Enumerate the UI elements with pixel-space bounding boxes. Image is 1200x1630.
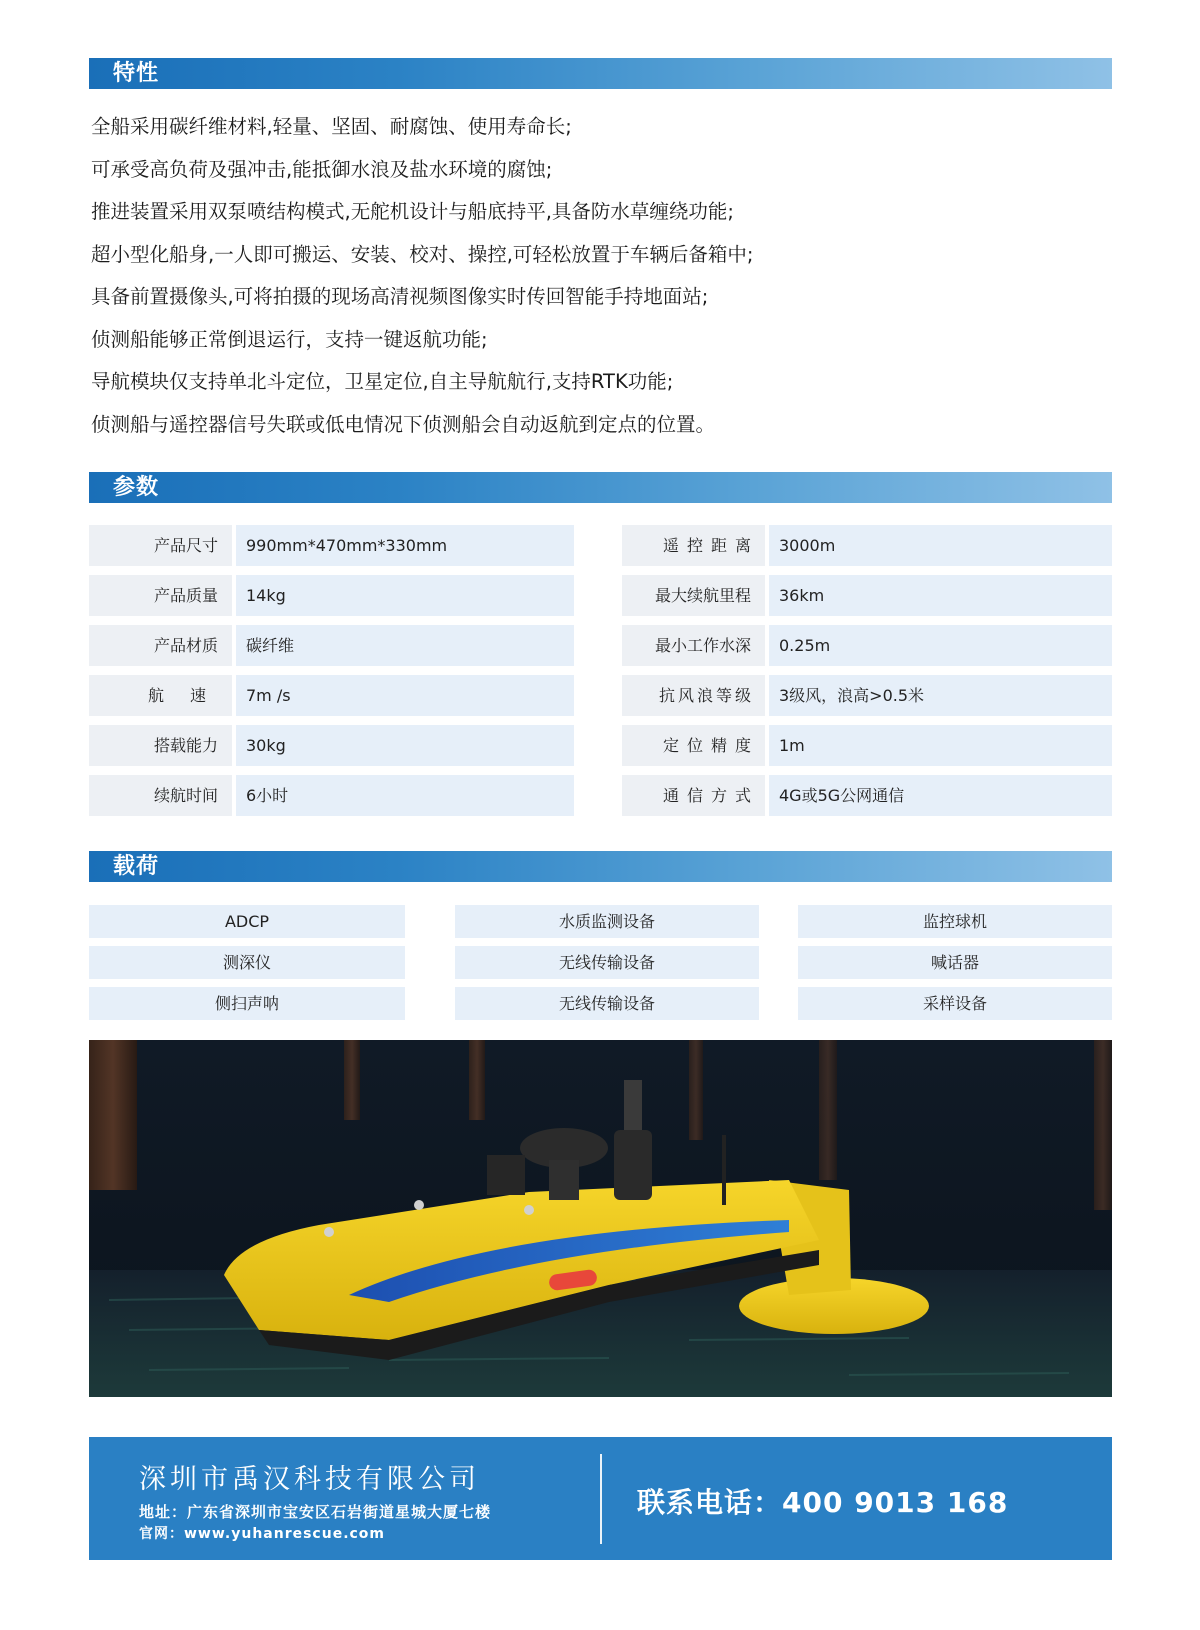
param-value: 0.25m xyxy=(769,625,1112,666)
param-label: 搭载能力 xyxy=(89,725,232,766)
payload-item: 监控球机 xyxy=(798,905,1112,938)
product-photo xyxy=(89,1040,1112,1397)
payload-item: 测深仪 xyxy=(89,946,405,979)
payload-item: 水质监测设备 xyxy=(455,905,759,938)
feature-item: 导航模块仅支持单北斗定位，卫星定位,自主导航航行,支持RTK功能; xyxy=(91,370,674,393)
feature-item: 具备前置摄像头,可将拍摄的现场高清视频图像实时传回智能手持地面站; xyxy=(91,285,709,308)
payload-item: 采样设备 xyxy=(798,987,1112,1020)
footer-divider xyxy=(600,1454,602,1544)
params-section-header xyxy=(89,472,1112,503)
param-label: 产品质量 xyxy=(89,575,232,616)
company-name: 深圳市禹汉科技有限公司 xyxy=(139,1464,480,1495)
feature-item: 全船采用碳纤维材料,轻量、坚固、耐腐蚀、使用寿命长; xyxy=(91,115,572,138)
boat-illustration xyxy=(89,1040,1112,1397)
param-value: 碳纤维 xyxy=(236,625,574,666)
param-label: 最小工作水深 xyxy=(622,625,765,666)
payload-item: 无线传输设备 xyxy=(455,987,759,1020)
footer xyxy=(89,1437,1112,1560)
param-value: 990mm*470mm*330mm xyxy=(236,525,574,566)
features-list xyxy=(91,106,1101,446)
param-value: 36km xyxy=(769,575,1112,616)
param-label: 抗风浪等级 xyxy=(622,675,765,716)
payload-item: 无线传输设备 xyxy=(455,946,759,979)
company-website[interactable]: 官网：www.yuhanrescue.com xyxy=(139,1526,386,1542)
param-value: 30kg xyxy=(236,725,574,766)
param-value: 6小时 xyxy=(236,775,574,816)
payload-title: 载荷 xyxy=(113,854,160,879)
param-value: 3000m xyxy=(769,525,1112,566)
param-value: 4G或5G公网通信 xyxy=(769,775,1112,816)
param-label: 产品尺寸 xyxy=(89,525,232,566)
feature-item: 侦测船能够正常倒退运行，支持一键返航功能; xyxy=(91,327,488,351)
features-title: 特性 xyxy=(113,61,160,86)
feature-item: 推进装置采用双泵喷结构模式,无舵机设计与船底持平,具备防水草缠绕功能; xyxy=(91,200,734,223)
param-value: 3级风，浪高>0.5米 xyxy=(769,675,1112,716)
param-label: 通信方式 xyxy=(622,775,765,816)
payload-item: 侧扫声呐 xyxy=(89,987,405,1020)
param-value: 14kg xyxy=(236,575,574,616)
feature-item: 可承受高负荷及强冲击,能抵御水浪及盐水环境的腐蚀; xyxy=(91,157,553,181)
company-address: 地址：广东省深圳市宝安区石岩街道星城大厦七楼 xyxy=(139,1503,492,1521)
param-value: 1m xyxy=(769,725,1112,766)
feature-item: 侦测船与遥控器信号失联或低电情况下侦测船会自动返航到定点的位置。 xyxy=(91,412,716,436)
payload-item: 喊话器 xyxy=(798,946,1112,979)
feature-item: 超小型化船身,一人即可搬运、安装、校对、操控,可轻松放置于车辆后备箱中; xyxy=(91,242,754,266)
contact-phone[interactable]: 联系电话：400 9013 168 xyxy=(637,1486,1009,1519)
param-label: 续航时间 xyxy=(89,775,232,816)
params-title: 参数 xyxy=(113,475,160,500)
payload-section-header xyxy=(89,851,1112,882)
param-label: 航速 xyxy=(89,675,232,716)
features-section-header xyxy=(89,58,1112,89)
param-label: 产品材质 xyxy=(89,625,232,666)
payload-item: ADCP xyxy=(89,905,405,938)
param-label: 遥控距离 xyxy=(622,525,765,566)
param-value: 7m /s xyxy=(236,675,574,716)
param-label: 定位精度 xyxy=(622,725,765,766)
param-label: 最大续航里程 xyxy=(622,575,765,616)
